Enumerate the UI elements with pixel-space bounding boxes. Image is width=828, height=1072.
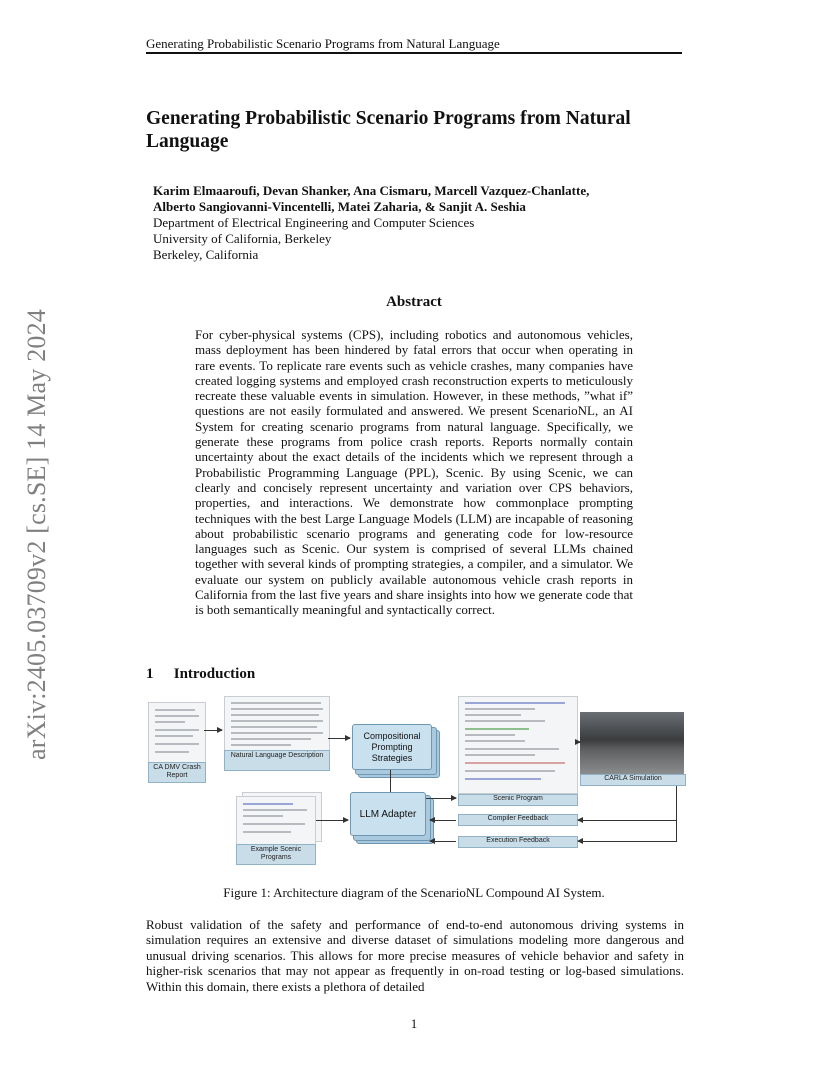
header-rule	[146, 52, 682, 54]
arrow-simulation-to-compiler	[578, 820, 676, 821]
author-university: University of California, Berkeley	[153, 231, 332, 246]
figure-caption: Figure 1: Architecture diagram of the ScenarioNL Compound AI System.	[223, 885, 605, 900]
author-city: Berkeley, California	[153, 247, 259, 262]
author-block	[153, 183, 673, 263]
section-title: Introduction	[173, 666, 256, 682]
compiler-feedback-label: Compiler Feedback	[458, 814, 578, 826]
carla-simulation-label: CARLA Simulation	[580, 774, 686, 786]
prompting-strategies-box: Compositional Prompting Strategies	[352, 724, 432, 770]
arxiv-stamp: arXiv:2405.03709v2 [cs.SE] 14 May 2024	[22, 309, 51, 760]
arrow-report-to-description	[204, 730, 222, 731]
line-simulation-feedback	[676, 786, 677, 842]
author-department: Department of Electrical Engineering and Computer Sciences	[153, 215, 475, 230]
nl-description-label: Natural Language Description	[224, 750, 330, 771]
scenic-program-label: Scenic Program	[458, 794, 578, 806]
llm-adapter-box: LLM Adapter	[350, 792, 426, 836]
arrow-description-to-prompting	[328, 738, 350, 739]
arrow-program-to-simulation	[576, 742, 580, 743]
scenic-program-code	[458, 696, 578, 794]
abstract-heading: Abstract	[386, 294, 442, 310]
arrow-llm-to-program	[426, 798, 456, 799]
crash-report-label: CA DMV Crash Report	[148, 762, 206, 783]
section-number: 1	[146, 666, 154, 682]
body-paragraph: Robust validation of the safety and performance of end-to-end autonomous driving systems in simulation requires an extensive and diverse dataset of simulations modeling more dangerous and unusual driving scenarios. This allows for more precise measures of vehicle behavior and safety in higher-risk scenarios that may not appear as frequently in on-road testing or log-based simulations. Within this domain, there exists a plethora of detailed	[146, 917, 684, 994]
page-number: 1	[410, 1016, 418, 1031]
crash-report-thumbnail	[148, 702, 206, 764]
abstract-text: For cyber-physical systems (CPS), including robotics and autonomous vehicles, mass deployment has been hindered by fatal errors that occur when operating in rare events. To replicate rare events such as vehicle crashes, many companies have created logging systems and employed crash reconstruction experts to meticulously recreate these valuable events in simulation. However, in these methods, ”what if” questions are not easily formulated and answered. We present ScenarioNL, an AI System for creating scenario programs from natural language. Specifically, we generate these programs from police crash reports. Reports normally contain uncertainty about the exact details of the incidents which we represent through a Probabilistic Programming Language (PPL), Scenic. By using Scenic, we can clearly and concisely represent uncertainty and variation over CPS behaviors, properties, and interactions. We demonstrate how commonplace prompting techniques with the best Large Language Models (LLM) are incapable of reasoning about probabilistic scenario programs and generating code for low-resource languages such as Scenic. Our system is comprised of several LLMs chained together with several kinds of prompting strategies, a compiler, and a simulator. We evaluate our system on publicly available autonomous vehicle crash reports in California from the last five years and share insights into how we generate code that is both semantically meaningful and syntactically correct.	[195, 327, 633, 618]
nl-description-text	[224, 696, 330, 752]
author-names-line-1: Karim Elmaaroufi, Devan Shanker, Ana Cismaru, Marcell Vazquez-Chanlatte,	[153, 183, 590, 198]
arrow-prompting-to-llm	[390, 770, 391, 792]
arrow-compiler-feedback	[430, 820, 456, 821]
paper-title: Generating Probabilistic Scenario Programs from Natural Language	[146, 108, 631, 152]
section-heading	[146, 666, 255, 683]
running-head: Generating Probabilistic Scenario Programs from Natural Language	[146, 36, 500, 51]
execution-feedback-label: Execution Feedback	[458, 836, 578, 848]
architecture-figure	[146, 694, 686, 866]
arrow-examples-to-llm	[316, 820, 348, 821]
example-programs-front	[236, 796, 316, 846]
arrow-execution-feedback	[430, 841, 456, 842]
example-programs-label: Example Scenic Programs	[236, 844, 316, 865]
author-names-line-2: Alberto Sangiovanni-Vincentelli, Matei Zaharia, & Sanjit A. Seshia	[153, 199, 526, 214]
carla-simulation-image	[580, 712, 684, 774]
arrow-simulation-to-execution	[578, 841, 676, 842]
